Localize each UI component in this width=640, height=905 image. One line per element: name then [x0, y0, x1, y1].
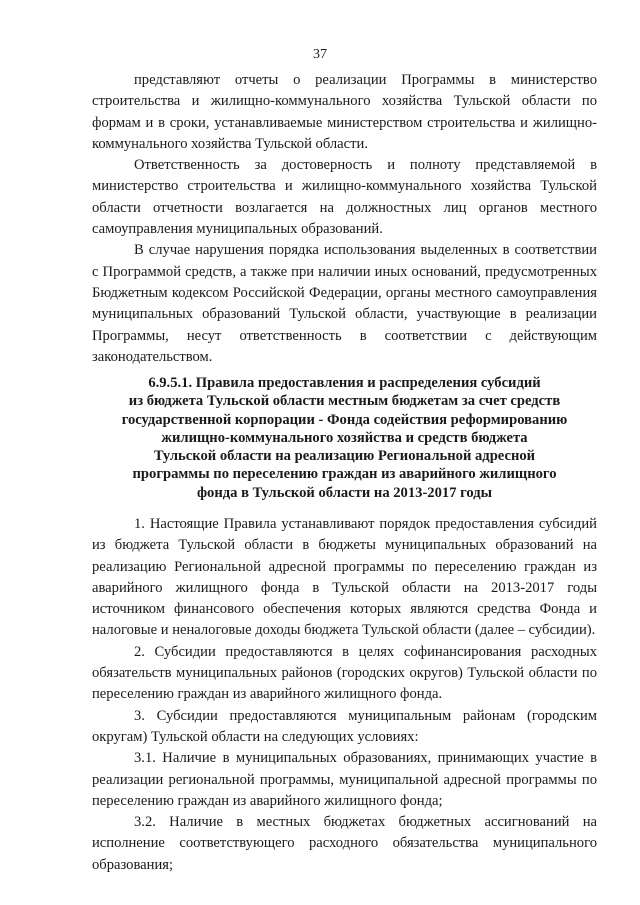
section-heading	[92, 374, 597, 502]
heading-line: государственной корпорации - Фонда содействия реформированию	[121, 411, 568, 428]
heading-line: 6.9.5.1. Правила предоставления и распределения субсидий	[148, 375, 541, 391]
paragraph: представляют отчеты о реализации Программы в министерство строительства и жилищно-коммунального хозяйства Тульской области по формам и в сроки, устанавливаемые министерством строительства и жилищно-коммунального хозяйства Тульской области.	[92, 72, 597, 152]
reporting-responsibility-section	[92, 70, 597, 368]
subsidy-rules-section	[92, 514, 597, 876]
rule-paragraph: 2. Субсидии предоставляются в целях софинансирования расходных обязательств муниципальных районов (городских округов) Тульской области по переселению граждан из аварийного жилищного фонда.	[92, 643, 597, 703]
heading-line: фонда в Тульской области на 2013-2017 годы	[196, 484, 493, 501]
paragraph: В случае нарушения порядка использования выделенных в соответствии с Программой средств, а также при наличии иных оснований, предусмотренных Бюджетным кодексом Российской Федерации, органы местного самоуправления муниципальных образований Тульской области, участвующие в реализации Программы, несут ответственность в соответствии с действующим законодательством.	[92, 242, 597, 365]
rule-paragraph: 3.1. Наличие в муниципальных образованиях, принимающих участие в реализации региональной программы, муниципальной адресной программы по переселению граждан из аварийного жилищного фонда;	[92, 750, 597, 809]
rule-paragraph: 3.2. Наличие в местных бюджетах бюджетных ассигнований на исполнение соответствующего расходного обязательства муниципального образования;	[92, 814, 597, 873]
rule-paragraph: 3. Субсидии предоставляются муниципальным районам (городским округам) Тульской области на следующих условиях:	[92, 707, 597, 745]
page-number: 37	[313, 47, 327, 62]
paragraph: Ответственность за достоверность и полноту представляемой в министерство строительства и жилищно-коммунального хозяйства Тульской области отчетности возлагается на должностных лиц органов местного самоуправления муниципальных образований.	[92, 157, 597, 238]
heading-line: из бюджета Тульской области местным бюджетам за счет средств	[128, 393, 561, 410]
rule-paragraph: 1. Настоящие Правила устанавливают порядок предоставления субсидий из бюджета Тульской области в бюджеты муниципальных образований на реализацию Региональной адресной программы по переселению граждан из аварийного жилищного фонда в Тульской области на 2013-2017 годы источником финансового обеспечения которых являются средства Фонда и налоговые и неналоговые доходы бюджета Тульской области (далее – субсидии).	[92, 516, 597, 639]
heading-line: программы по переселению граждан из аварийного жилищного	[132, 466, 557, 483]
heading-line: Тульской области на реализацию Региональной адресной	[153, 448, 536, 465]
heading-line: жилищно-коммунального хозяйства и средств бюджета	[161, 429, 528, 446]
